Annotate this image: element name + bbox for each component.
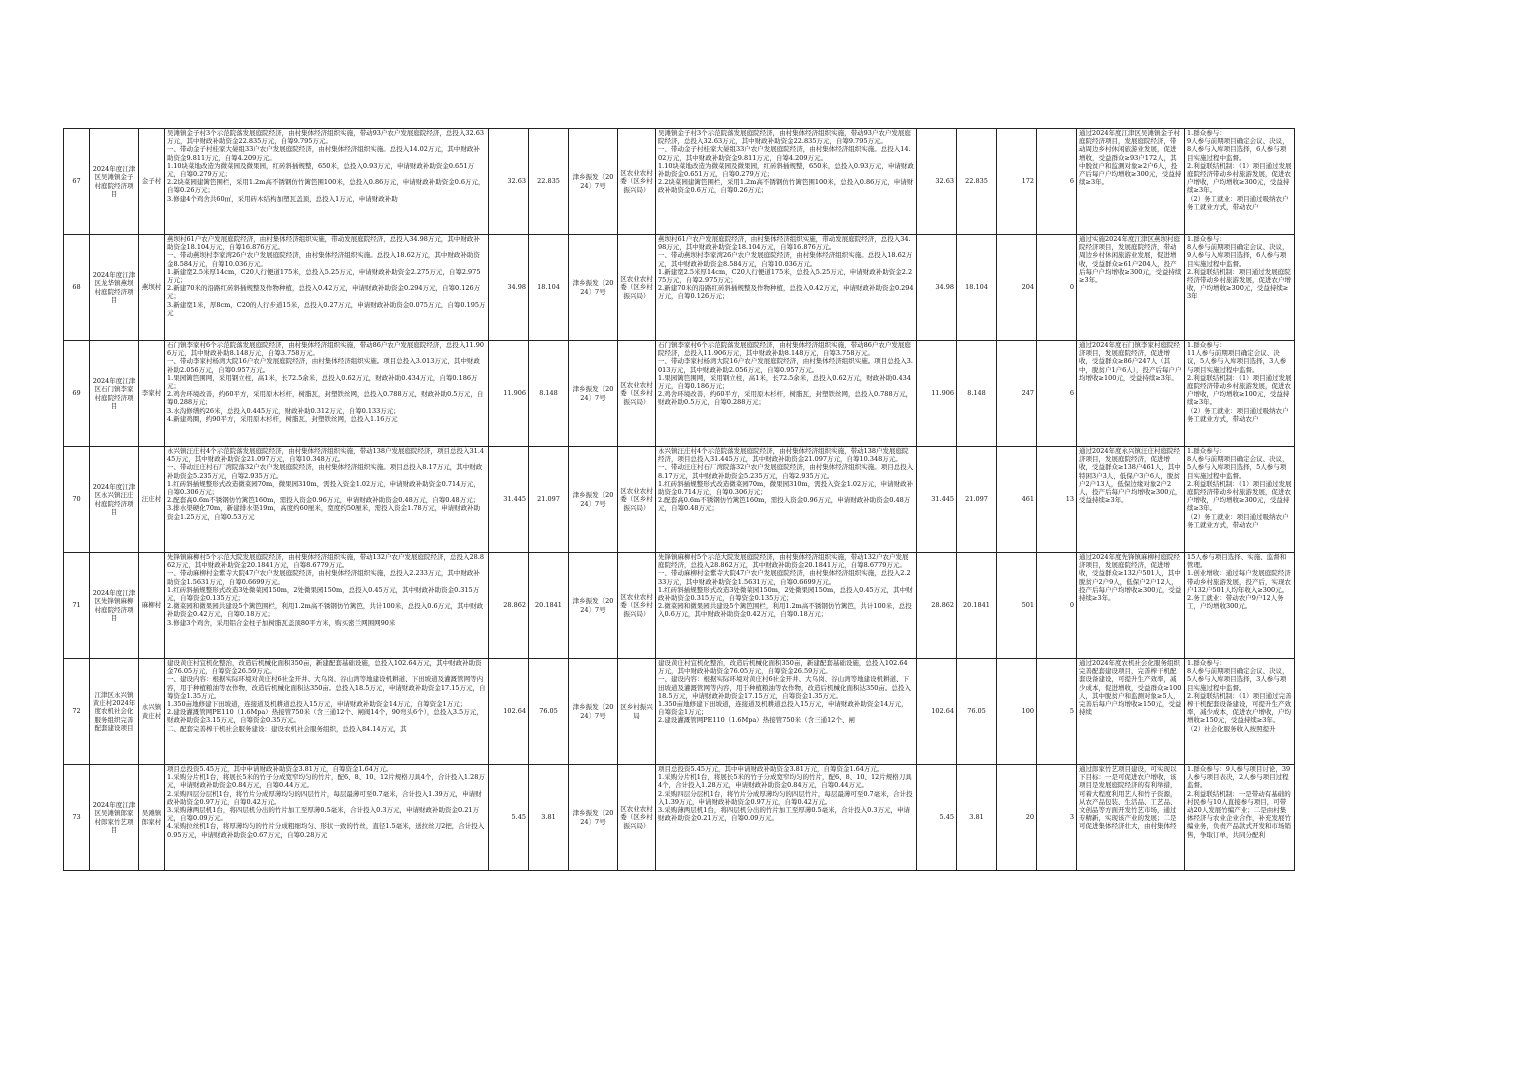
poverty-beneficiary-count: 13	[1037, 447, 1077, 553]
responsible-department: 区农业农村委（区乡村振兴局）	[618, 447, 656, 553]
total-investment: 102.64	[489, 659, 529, 765]
project-name: 2024年度江津区永兴镇汪庄村庭院经济项目	[90, 447, 139, 553]
actual-investment: 31.445	[917, 447, 957, 553]
benefit-mechanism: 1.群众参与： 8人参与前期项目确定会议、决议，9人参与入库项目选择，6人参与项目实施过程中监督。 2.利益联结机制：项目通过发展庭院经济带动乡村旅游发展，促进农户增收，户均增收≥300元，受益持续≥3年	[1185, 235, 1295, 341]
actual-investment: 11.906	[917, 341, 957, 447]
responsible-department: 区农业农村委（区乡村振兴局）	[618, 341, 656, 447]
table-row	[64, 447, 1295, 553]
project-name: 2024年度江津区吴滩镇郎家村郎家竹艺项目	[90, 765, 139, 871]
project-name: 2024年度江津区先锋镇麻柳村庭院经济项目	[90, 553, 139, 659]
actual-fiscal-funds: 3.81	[957, 765, 997, 871]
row-number: 72	[64, 659, 90, 765]
implementation-content: 燕坝村61户农户发展庭院经济，由村集体经济组织实施，带动发展庭院经济，总投入34.98万元，其中财政补助资金18.104万元，自筹16.876万元。 一、带动燕坝村李家湾26户农户发展庭院经济，由村集体经济组织实施。总投入18.62万元，其中财政补助资金8.584万元，自筹10.036万元。 1.新建宽2.5米厚14cm，C20人行便道175米，总投入5.25万元，申请财政补助资金2.275万元，自筹2.975万元； 2.新建70米的沿路红砖斜插规整及作物种植，总投入0.42万元，申请财政补助资金0.294万元，自筹0.126万元；	[656, 235, 917, 341]
fiscal-funds: 18.104	[529, 235, 569, 341]
fiscal-funds: 22.835	[529, 129, 569, 235]
project-name: 2024年度江津区吴滩镇金子村庭院经济项目	[90, 129, 139, 235]
village: 汪庄村	[139, 447, 165, 553]
fiscal-funds: 20.1841	[529, 553, 569, 659]
total-investment: 28.862	[489, 553, 529, 659]
project-content: 建设黄庄村宜机化整治，改造后机械化面积350亩，新建配套基础设施，总投入102.64万元，其中财政补助资金76.05万元，自筹资金26.59万元。 一、建设内容：根据实际环境对黄庄村6社金开井、大乌岗、谷山湾等地建设机耕道、下田坡道及灌溉管网等内容，用于种植粮油等农作物，改造后机械化面积达350亩。总投入18.5万元，申请财政补助资金17.15万元，自筹资金1.35万元。 1.350亩地修建下田坡道，连接道及机耕道总投入15万元，申请财政补助资金14万元，自筹资金1万元； 2.建设灌溉管网PE110（1.6Mpa）热接管750米（含三通12个、闸阀14个，90弯头6个），总投入3.5万元，财政补助资金3.15万元，自筹资金0.35万元。 二、配套完善榨干机社会服务建设：建设农机社会服务组织，总投入84.14万元，其	[165, 659, 489, 765]
actual-fiscal-funds: 76.05	[957, 659, 997, 765]
table-row	[64, 129, 1295, 235]
project-content: 燕坝村61户农户发展庭院经济，由村集体经济组织实施，带动发展庭院经济，总投入34.98万元，其中财政补助资金18.104万元，自筹16.876万元。 一、带动燕坝村李家湾26户农户发展庭院经济，由村集体经济组织实施。总投入18.62万元，其中财政补助资金8.584万元，自筹10.036万元。 1.新建宽2.5米厚14cm，C20人行便道175米，总投入5.25万元，申请财政补助资金2.275万元，自筹2.975万元； 2.新建70米的沿路红砖斜插规整及作物种植，总投入0.42万元，申请财政补助资金0.294万元，自筹0.126万元； 3.新建宽1米，厚8cm，C20的人行步道15米，总投入0.27万元，申请财政补助资金0.075万元，自筹0.195万元	[165, 235, 489, 341]
table-row	[64, 235, 1295, 341]
approval-document: 津乡振发〔2024〕7号	[569, 341, 618, 447]
responsible-department: 区乡村振兴局	[618, 659, 656, 765]
poverty-beneficiary-count: 6	[1037, 129, 1077, 235]
performance-goal: 通过2024年度先锋镇麻柳村庭院经济项目，发展庭院经济，促进增收，受益群众≥132户501人，其中脱贫户2户9人，低保户2户12人，投产后每户户均增收≥300元，受益持续≥3年。	[1077, 553, 1185, 659]
actual-fiscal-funds: 18.104	[957, 235, 997, 341]
row-number: 73	[64, 765, 90, 871]
actual-investment: 34.98	[917, 235, 957, 341]
actual-fiscal-funds: 20.1841	[957, 553, 997, 659]
project-table	[63, 128, 1295, 871]
row-number: 71	[64, 553, 90, 659]
implementation-content: 项目总投资5.45万元，其中申请财政补助资金3.81万元，自筹资金1.64万元。 1.采购分片机1台，将展长5米的竹子分成宽窄均匀的竹片，配6、8、10、12片规格刀具4个，合计投入1.28万元，申请财政补助资金0.84万元，自筹0.44万元。 2.采购四层分层机1台，将竹片分成厚薄均匀的四层竹片，每层最薄可至0.7毫米，合计投入1.39万元，申请财政补助资金0.97万元，自筹0.42万元。 3.采购薄两层机1台，将四层机分出的竹片加工至厚薄0.5毫米，合计投入0.3万元，申请财政补助资金0.21万元，自筹0.09万元。	[656, 765, 917, 871]
fiscal-funds: 3.81	[529, 765, 569, 871]
row-number: 68	[64, 235, 90, 341]
village: 永兴镇黄庄村	[139, 659, 165, 765]
responsible-department: 区农业农村委（区乡村振兴局）	[618, 235, 656, 341]
beneficiary-count: 247	[997, 341, 1037, 447]
implementation-content: 石门镇李家村6个示范院落发展庭院经济，由村集体经济组织实施，带动86户农户发展庭院经济，总投入11.906万元，其中财政补助8.148万元，自筹3.758万元。 一、带动李家村杨湾大院16户农户发展庭院经济，由村集体经济组织实施。项目总投入3.013万元，其中财政补助2.056万元，自筹0.957万元。 1.果园篱笆围网，采用钢立柱，高1米，长72.5余米，总投入0.62万元，财政补助0.434万元，自筹0.186万元； 2.鸡舍环境改善，约60平方，采用原木杉杆，树脂瓦，封塑铁丝网，总投入0.788万元，财政补助0.5万元，自筹0.288万元；	[656, 341, 917, 447]
poverty-beneficiary-count: 0	[1037, 553, 1077, 659]
fiscal-funds: 76.05	[529, 659, 569, 765]
project-content: 永兴镇汪庄村4个示范院落发展庭院经济，由村集体经济组织实施，带动138户发展庭院经济，项目总投入31.445万元，其中财政补助资金21.097万元，自筹10.348万元。 一、带动汪庄村石厂湾院落32户农户发展庭院经济，由村集体经济组织实施。项目总投入8.17万元，其中财政补助资金5.235万元，自筹2.935万元。 1.红砖斜插规整形式改造微菜园70m，微果园310m，需投入资金1.02万元，申请财政补助资金0.714万元，自筹0.306万元； 2.配套高0.6m不锈钢仿竹篱笆160m，需投入资金0.96万元，申请财政补助资金0.48万元，自筹0.48万元； 3.排水渠硬化70m，新建排水渠19m，高度约60厘米，宽度约50厘米，需投入资金1.78万元，申请财政补助资金1.25万元，自筹0.53万元	[165, 447, 489, 553]
total-investment: 32.63	[489, 129, 529, 235]
table-row	[64, 553, 1295, 659]
row-number: 70	[64, 447, 90, 553]
performance-goal: 通过2024年度江津区吴滩镇金子村庭院经济项目，发展庭院经济，带动周边乡村休闲旅游业发展，促进增收，受益群众≥93户172人，其中脱贫户和监测对象≥2户6人，投产后每户户均增收≥300元，受益持续≥3年。	[1077, 129, 1185, 235]
responsible-department: 区农业农村委（区乡村振兴局）	[618, 553, 656, 659]
beneficiary-count: 461	[997, 447, 1037, 553]
table-row	[64, 765, 1295, 871]
benefit-mechanism: 1.群众参与： 9人参与前期项目确定会议、决议，8人参与入库项目选择，6人参与项目实施过程中监督。 2.利益联结机制：（1）项目通过发展庭院经济带动乡村旅游发展，促进农户增收，户均增收≥300元，受益持续≥3年。 （2）务工就业：项目通过吸纳农户务工就业方式，带动农户	[1185, 129, 1295, 235]
total-investment: 31.445	[489, 447, 529, 553]
approval-document: 津乡振发〔2024〕7号	[569, 765, 618, 871]
implementation-content: 永兴镇汪庄村4个示范院落发展庭院经济，由村集体经济组织实施，带动138户发展庭院经济，项目总投入31.445万元，其中财政补助资金21.097万元，自筹10.348万元。 一、带动汪庄村石厂湾院落32户农户发展庭院经济，由村集体经济组织实施。项目总投入8.17万元，其中财政补助资金5.235万元，自筹2.935万元。 1.红砖斜插规整形式改造微菜园70m，微果园310m，需投入资金1.02万元，申请财政补助资金0.714万元，自筹0.306万元； 2.配套高0.6m不锈钢仿竹篱笆160m，需投入资金0.96万元，申请财政补助资金0.48万元，自筹0.48万元；	[656, 447, 917, 553]
benefit-mechanism: 15人参与项目选择、实施、监督和管理。 1.创业增收：通过每户发展庭院经济带动乡村旅游发展，投产后，实现农户132户501人均年收入≥300元。 2.务工就业：带动农户9户12人务工，户均增收300元。	[1185, 553, 1295, 659]
project-name: 2024年度江津区龙华镇燕坝村庭院经济项目	[90, 235, 139, 341]
village: 吴滩镇郎家村	[139, 765, 165, 871]
actual-investment: 102.64	[917, 659, 957, 765]
beneficiary-count: 172	[997, 129, 1037, 235]
actual-fiscal-funds: 21.097	[957, 447, 997, 553]
village: 麻柳村	[139, 553, 165, 659]
total-investment: 5.45	[489, 765, 529, 871]
performance-goal: 通过2024年度农机社会化服务组织完善配套建设项目，完善榨干机配套设备建设，可提升生产效率，减少成本，促进增收，受益群众≥100人，其中脱贫户和监测对象≥5人，完善后每户户均增收≥150元，受益持续	[1077, 659, 1185, 765]
benefit-mechanism: 1.群众参与： 8人参与前期项目确定会议、决议，5人参与入库项目选择，5人参与项目实施过程中监督。 2.利益联结机制：（1）项目通过发展庭院经济带动乡村旅游发展，促进农户增收，户均增收≥300元，受益持续≥3年。 （2）务工就业：项目通过吸纳农户务工就业方式，带动农户	[1185, 447, 1295, 553]
poverty-beneficiary-count: 5	[1037, 659, 1077, 765]
actual-investment: 32.63	[917, 129, 957, 235]
table-row	[64, 659, 1295, 765]
table-row	[64, 341, 1295, 447]
actual-investment: 28.862	[917, 553, 957, 659]
project-content: 石门镇李家村6个示范院落发展庭院经济，由村集体经济组织实施，带动86户农户发展庭院经济，总投入11.906万元，其中财政补助8.148万元，自筹3.758万元。 一、带动李家村杨湾大院16户农户发展庭院经济，由村集体经济组织实施。项目总投入3.013万元，其中财政补助2.056万元，自筹0.957万元。 1.果园篱笆围网，采用钢立柱，高1米，长72.5余米，总投入0.62万元，财政补助0.434万元，自筹0.186万元； 2.鸡舍环境改善，约60平方，采用原木杉杆，树脂瓦，封塑铁丝网，总投入0.788万元，财政补助0.5万元，自筹0.288万元； 3.水沟修缮约26米，总投入0.445万元，财政补助0.312万元，自筹0.133万元； 4.新建鸡圈，约90平方，采用原木杉杆，树脂瓦，封塑铁丝网，总投入1.16万元	[165, 341, 489, 447]
actual-fiscal-funds: 8.148	[957, 341, 997, 447]
approval-document: 津乡振发〔2024〕7号	[569, 553, 618, 659]
project-name: 2024年度江津区石门镇李家村庭院经济项目	[90, 341, 139, 447]
benefit-mechanism: 1.群众参与：9人参与项目讨论，39人参与项目表决，2人参与项目过程监督。 2.利益联结机制：一是带动有基础的村民参与10人直接参与项目，可带动20人发展竹编产业；二是由村集体经济与农业企业合作，补充发展竹编业务，负责产品款式开发和市场销售，争取订单，共同分配利	[1185, 765, 1295, 871]
project-content: 项目总投资5.45万元，其中申请财政补助资金3.81万元，自筹资金1.64万元。 1.采购分片机1台，将展长5米的竹子分成宽窄均匀的竹片，配6、8、10、12片规格刀具4个，合计投入1.28万元，申请财政补助资金0.84万元，自筹0.44万元。 2.采购四层分层机1台，将竹片分成厚薄均匀的四层竹片，每层最薄可至0.7毫米，合计投入1.39万元，申请财政补助资金0.97万元，自筹0.42万元。 3.采购薄两层机1台，将四层机分出的竹片加工至厚薄0.5毫米，合计投入0.3万元，申请财政补助资金0.21万元，自筹0.09万元。 4.采购拉丝机1台，将厚薄均匀的竹片分成粗细均匀、形状一致的竹丝，直径1.5毫米，送拉丝刀2把，合计投入0.95万元，申请财政补助资金0.67万元，自筹0.28万元	[165, 765, 489, 871]
benefit-mechanism: 1.群众参与： 8人参与前期项目确定会议、决议，5人参与入库项目选择，3人参与项目实施过程中监督。 2.利益联结机制：（1）项目通过完善榨干机配套设备建设，可提升生产效率，减少成本，促进农户增收，户均增收≥150元，受益持续≥3年。 （2）社会化服务收入按照提升	[1185, 659, 1295, 765]
fiscal-funds: 21.097	[529, 447, 569, 553]
approval-document: 津乡振发〔2024〕7号	[569, 447, 618, 553]
village: 燕坝村	[139, 235, 165, 341]
implementation-content: 吴滩镇金子村3个示范院落发展庭院经济，由村集体经济组织实施，带动93户农户发展庭院经济，总投入32.63万元，其中财政补助资金22.835万元，自筹9.795万元。 一、带动金子村桂家大晏组33户农户发展庭院经济，由村集体经济组织实施。总投入14.02万元，其中财政补助资金9.811万元，自筹4.209万元。 1.10块菜地改造为微菜园及微果园，红砖斜插规整，650米，总投入0.93万元，申请财政补助资金0.651万元，自筹0.279万元； 2.2块菜园建篱笆围栏，采用1.2m高不锈钢仿竹篱笆围100米，总投入0.86万元，申请财政补助资金0.6万元，自筹0.26万元；	[656, 129, 917, 235]
total-investment: 34.98	[489, 235, 529, 341]
performance-goal: 通过2024年度永兴镇汪庄村庭院经济项目，发展庭院经济，促进增收，受益群众≥138户461人，其中特困3户3人，低保户3户6人，脱贫户2户13人，低保边缘对象2户2人，投产后每户户均增收≥300元，受益持续≥3年。	[1077, 447, 1185, 553]
row-number: 67	[64, 129, 90, 235]
performance-goal: 通过2024年度石门镇李家村庭院经济项目，发展庭院经济，促进增收，受益群众≥86户247人（其中，脱贫户1户6人），投产后每户户均增收≥100元，受益持续≥3年。	[1077, 341, 1185, 447]
project-name: 江津区永兴镇黄庄村2024年度农机社会化服务组织完善配套建设项目	[90, 659, 139, 765]
village: 李家村	[139, 341, 165, 447]
implementation-content: 建设黄庄村宜机化整治，改造后机械化面积350亩，新建配套基础设施，总投入102.64万元，其中财政补助资金76.05万元，自筹资金26.59万元。 一、建设内容：根据实际环境对黄庄村6社金开井、大乌岗、谷山湾等地建设机耕道、下田坡道及灌溉管网等内容，用于种植粮油等农作物，改造后机械化面积达350亩。总投入18.5万元，申请财政补助资金17.15万元，自筹资金1.35万元。 1.350亩地修建下田坡道，连接道及机耕道总投入15万元，申请财政补助资金14万元，自筹资金1万元； 2.建设灌溉管网PE110（1.6Mpa）热接管750米（含三通12个、闸	[656, 659, 917, 765]
approval-document: 津乡振发〔2024〕7号	[569, 235, 618, 341]
beneficiary-count: 501	[997, 553, 1037, 659]
beneficiary-count: 20	[997, 765, 1037, 871]
beneficiary-count: 100	[997, 659, 1037, 765]
beneficiary-count: 204	[997, 235, 1037, 341]
village: 金子村	[139, 129, 165, 235]
approval-document: 津乡振发〔2024〕7号	[569, 659, 618, 765]
row-number: 69	[64, 341, 90, 447]
total-investment: 11.906	[489, 341, 529, 447]
poverty-beneficiary-count: 3	[1037, 765, 1077, 871]
responsible-department: 区农业农村委（区乡村振兴局）	[618, 129, 656, 235]
project-content: 吴滩镇金子村3个示范院落发展庭院经济，由村集体经济组织实施，带动93户农户发展庭院经济，总投入32.63万元，其中财政补助资金22.835万元，自筹9.795万元。 一、带动金子村桂家大晏组33户农户发展庭院经济，由村集体经济组织实施。总投入14.02万元，其中财政补助资金9.811万元，自筹4.209万元。 1.10块菜地改造为微菜园及微果园，红砖斜插规整，650米，总投入0.93万元，申请财政补助资金0.651万元，自筹0.279万元； 2.2块菜园建篱笆围栏，采用1.2m高不锈钢仿竹篱笆围100米，总投入0.86万元，申请财政补助资金0.6万元，自筹0.26万元； 3.修建4个鸡舍共60㎡，采用砖木结构加塑瓦盖顶，总投入1万元，申请财政补助	[165, 129, 489, 235]
performance-goal: 通过郎家竹艺项目建设，可实现以下目标：一是可促进农户增收，该项目是发展庭院经济的有利举措，可着大程度利用艺人和竹子资源，从农产品包装、生活品、工艺品、文创品等方面开发竹艺市场，通过专精新，实现该产业的发展；二是可促进集体经济壮大，由村集体经	[1077, 765, 1185, 871]
fiscal-funds: 8.148	[529, 341, 569, 447]
responsible-department: 区农业农村委（区乡村振兴局）	[618, 765, 656, 871]
implementation-content: 先锋镇麻柳村5个示范大院发展庭院经济，由村集体经济组织实施，带动132户农户发展庭院经济，总投入28.862万元，其中财政补助资金20.1841万元，自筹8.6779万元。 一、带动麻柳村金紫寺大院47户农户发展庭院经济，由村集体经济组织实施，总投入2.233万元，其中财政补助资金1.5631万元，自筹0.6699万元。 1.红砖斜插规整形式改造3处微菜园150m，2处微果园150m，总投入0.45万元，其中财政补助资金0.315万元，自筹资金0.135万元； 2.微菜园和微果园共建设5个篱笆围栏，利用1.2m高不锈钢仿竹篱笆，共计100米，总投入0.6万元，其中财政补助资金0.42万元，自筹0.18万元；	[656, 553, 917, 659]
actual-investment: 5.45	[917, 765, 957, 871]
poverty-beneficiary-count: 6	[1037, 341, 1077, 447]
poverty-beneficiary-count: 0	[1037, 235, 1077, 341]
performance-goal: 通过实施2024年度江津区燕坝村庭院经济项目，发展庭院经济，带动周边乡村休闲旅游业发展，促进增收，受益群众≥61户204人，投产后每户户均增收≥300元，受益持续≥3年。	[1077, 235, 1185, 341]
approval-document: 津乡振发〔2024〕7号	[569, 129, 618, 235]
project-content: 先锋镇麻柳村5个示范大院发展庭院经济，由村集体经济组织实施，带动132户农户发展庭院经济，总投入28.862万元，其中财政补助资金20.1841万元，自筹8.6779万元。 一、带动麻柳村金紫寺大院47户农户发展庭院经济，由村集体经济组织实施，总投入2.233万元，其中财政补助资金1.5631万元，自筹0.6699万元。 1.红砖斜插规整形式改造3处微菜园150m，2处微果园150m，总投入0.45万元，其中财政补助资金0.315万元，自筹资金0.135万元； 2.微菜园和微果园共建设5个篱笆围栏，利用1.2m高不锈钢仿竹篱笆，共计100米，总投入0.6万元，其中财政补助资金0.42万元，自筹0.18万元； 3.修建3个鸡舍，采用铝合金柱子加树脂瓦盖顶80平方米，购买密兰网围网90米	[165, 553, 489, 659]
benefit-mechanism: 1.群众参与： 11人参与前期项目确定会议、决议，5人参与入库项目选择，3人参与项目实施过程中监督。 2.利益联结机制：（1）项目通过发展庭院经济带动乡村旅游发展，促进农户增收，户均增收≥100元，受益持续≥3年。 （2）务工就业：项目通过吸纳农户务工就业方式，带动农户	[1185, 341, 1295, 447]
actual-fiscal-funds: 22.835	[957, 129, 997, 235]
